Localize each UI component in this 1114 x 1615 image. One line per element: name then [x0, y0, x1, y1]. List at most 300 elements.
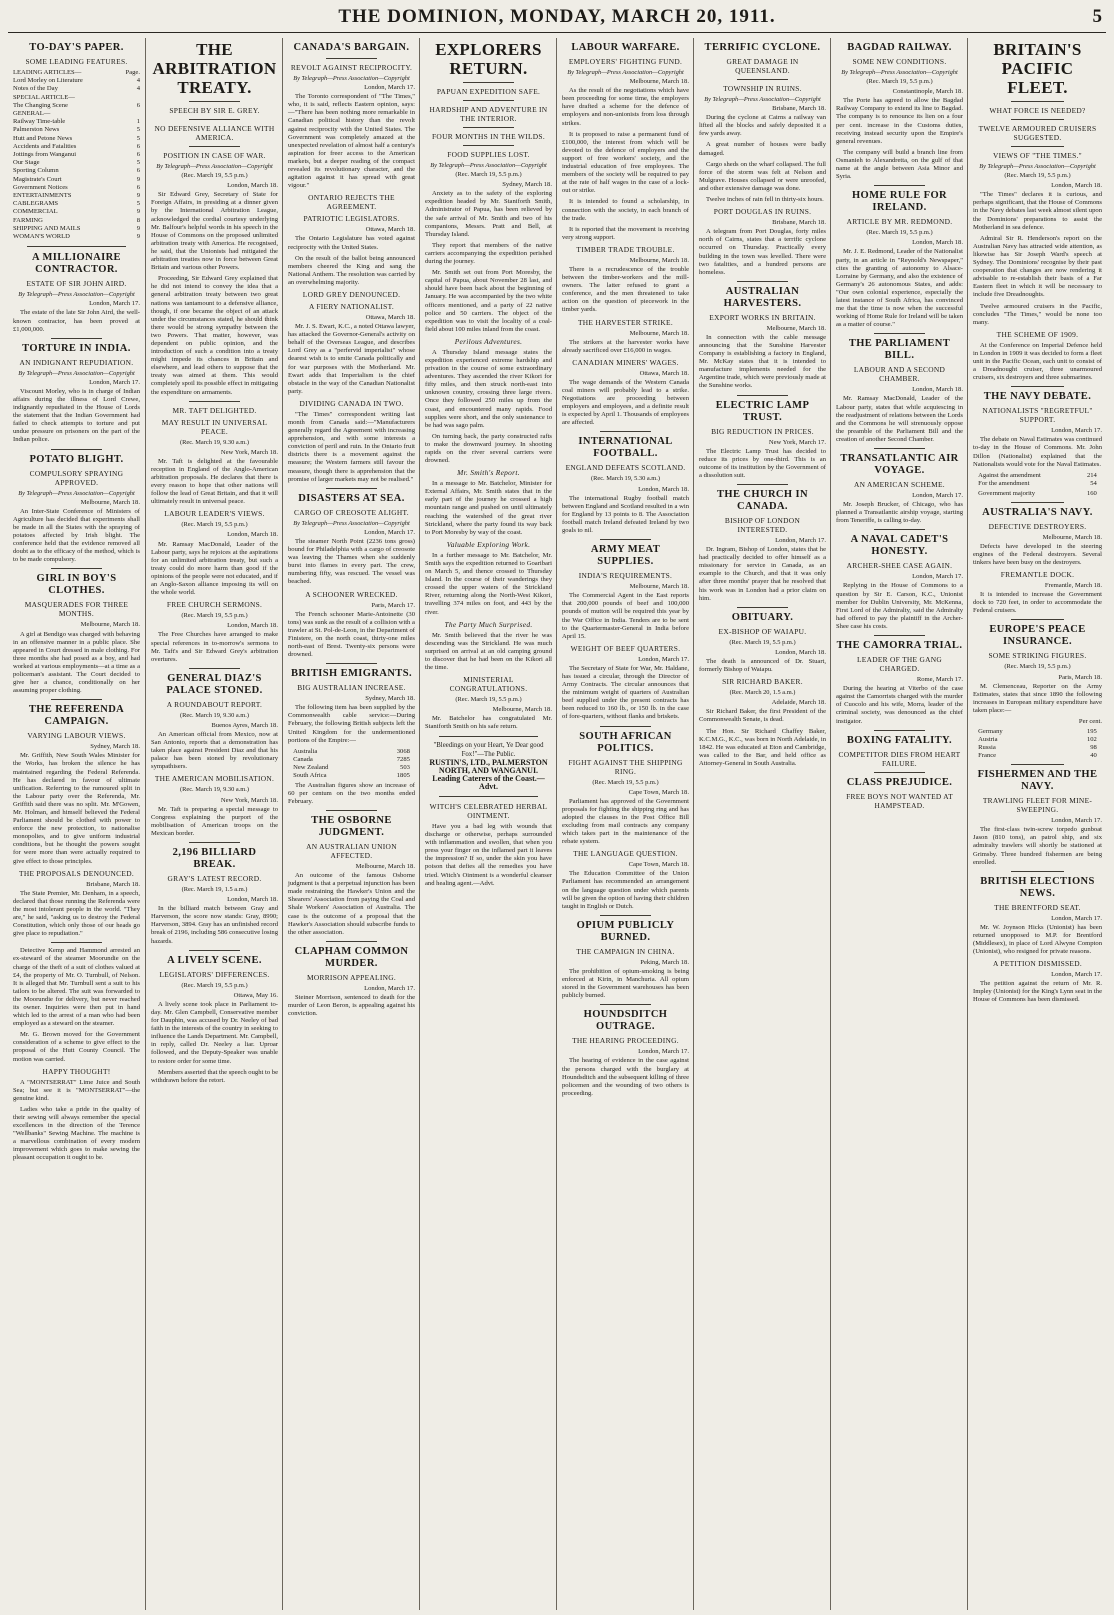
index-row: [13, 225, 140, 233]
byline: By Telegraph—Press Association—Copyright: [18, 291, 135, 299]
dateline: London, March 18.: [912, 239, 963, 247]
headline: TORTURE IN INDIA.: [22, 342, 131, 354]
index-row: [13, 233, 140, 241]
article-text: A lively scene took place in Parliament to-day. Mr. Glen Campbell, Conservative member for Dauphin, was accused by Dr. Neeley of bad faith in the interests of the country in seeking to influence the Lands Department. Mr. Campbell, in reply, called Dr. Neeley a liar. Uproar followed, and the Deputy-Speaker was unable to restore order for some time.: [151, 1000, 278, 1065]
subheadline: COMPULSORY SPRAYING APPROVED.: [29, 468, 124, 487]
dateline: London, March 18.: [638, 485, 689, 493]
headline: A NAVAL CADET'S HONESTY.: [850, 534, 949, 558]
index-row: [13, 118, 140, 126]
dateline: London, March 17.: [89, 378, 140, 386]
received-time: (Rec. March 19, 5.5 p.m.): [866, 78, 933, 86]
dateline: Paris, March 17.: [371, 601, 415, 609]
table-cell-label: Russia: [978, 744, 996, 752]
subheadline: LORD GREY DENOUNCED.: [302, 289, 401, 299]
advertisement: [425, 742, 552, 791]
subheadline: A PETITION DISMISSED.: [992, 959, 1083, 969]
table-cell-value: 40: [1090, 752, 1097, 760]
headline: TRANSATLANTIC AIR VOYAGE.: [840, 453, 959, 476]
dateline: London, March 18.: [227, 531, 278, 539]
subheadline: TRAWLING FLEET FOR MINE-SWEEPING.: [982, 796, 1093, 815]
article-text: Mr. Smith set out from Port Moresby, the capital of Papua, about November 28 last, and should have been back about the beginning of January. He was accompanied by the two white officers mentioned, and a party of 22 native police and 50 carriers. The object of the expedition was to visit the locality of a coal-field about 100 miles inland from the coast.: [425, 269, 552, 333]
dateline: Sydney, March 18.: [502, 181, 552, 189]
article-text: Detective Kemp and Hammond arrested an ex-steward of the steamer Moorundie on the charge of the theft of a suit of clothes valued at £4, the property of Mr. O. Turnbull, of Nelson. It is alleged that Mr. Turnbull sent a suit to his tailors to be altered. The suit was forwarded to the Moorundie for delivery, but never reached its owner. Inquiries were then put in hand which led to the arrest of a man who had been employed as a steward on the steamer.: [13, 947, 140, 1028]
subheadline: HARDSHIP AND ADVENTURE IN THE INTERIOR.: [429, 105, 548, 123]
subheadline: FREE BOYS NOT WANTED AT HAMPSTEAD.: [846, 791, 953, 810]
headline: THE CAMORRA TRIAL.: [836, 640, 963, 652]
article-text: The Commercial Agent in the East reports that 200,000 pounds of beef and 100,000 pounds of mutton will be required this year by the War Office in India. Tenders are to be sent to the Quartermaster-General in India before April 15.: [562, 592, 689, 640]
article-text: Mr. J. E. Redmond, Leader of the Nationalist party, in an article in "Reynold's Newspaper," cites the granting of autonomy to Alsace-Lorraine by Germany, and also the existence of Germany's 26 autonomous States, and adds: "Our own colonial experience, especially the latest instance of South Africa, has convinced me that the time is now when the successful working of Home Rule for Ireland will be taken as a matter of course.": [836, 248, 963, 329]
article-text: The international Rugby football match between England and Scotland resulted in a win for England by 13 points to 8. The Association football match Ireland defeated Ireland by two goals to nil.: [562, 494, 689, 535]
article-text: Steiner Morrison, sentenced to death for the murder of Leon Beron, is appealing against his conviction.: [288, 993, 415, 1018]
table-cell-value: 4: [136, 77, 140, 85]
index-row: [13, 102, 140, 110]
dateline: Melbourne, March 18.: [1042, 533, 1102, 541]
dateline: London, March 17.: [775, 537, 826, 544]
subheadline: PATRIOTIC LEGISLATORS.: [303, 214, 400, 224]
index-row: [13, 94, 140, 102]
article-text: At the Conference on Imperial Defence held in London in 1909 it was decided to form a fleet unit in the Pacific Ocean, each unit to consist of a Dreadnought cruiser, three unarmoured cruisers, six destroyers and three submarines.: [973, 341, 1102, 382]
article-text: The Electric Lamp Trust has decided to reduce its prices by one-third. This is an outcome of its institution by the Government of a dissolution suit.: [699, 447, 826, 479]
index-table: [13, 69, 140, 241]
article-text: Cargo sheds on the wharf collapsed. The full force of the storm was felt at Nelson and Mulgrave. Houses collapsed or were unroofed, and other extensive damage was done.: [699, 160, 826, 192]
dateline: Melbourne, March 18.: [355, 863, 415, 870]
table-cell-label: Government Notices: [13, 183, 68, 191]
article-text: A girl at Bendigo was charged with behaving in an offensive manner in a public place. She appeared in Court dressed in male clothing. For three months she had posed as a boy, and had worked at various employments—at a time as a policeman's assistant. The Court decided to give her a chance, conditionally on her assuming proper clothing.: [13, 630, 140, 695]
headline: DISASTERS AT SEA.: [298, 492, 405, 504]
headline: FISHERMEN AND THE NAVY.: [977, 769, 1098, 793]
subheadline: THE AMERICAN MOBILISATION.: [154, 774, 275, 784]
dateline: London, March 18.: [227, 622, 278, 630]
article-text: The following item has been supplied by the Commonwealth cable service:—During February, the following British subjects left the United Kingdom for the undermentioned portions of the Empire:—: [288, 704, 415, 744]
table-cell-value: 102: [1086, 736, 1097, 744]
received-time: (Rec. March 19, 5.5 p.m.): [455, 171, 522, 179]
article-text: The Hon. Sir Richard Chaffey Baker, K.C.M.G., K.C., was born in North Adelaide, in 1842. He was educated at Eton and Cambridge, was called to the Bar, and held office as Attorney-General in South Australia.: [699, 727, 826, 767]
table-cell-value: 6: [136, 167, 140, 175]
index-row: [13, 135, 140, 143]
headline: HOME RULE FOR IRELAND.: [851, 190, 948, 214]
subheadline: MASQUERADES FOR THREE MONTHS.: [24, 600, 129, 619]
subheadline: LABOUR AND A SECOND CHAMBER.: [853, 365, 946, 384]
subheadline: LEADER OF THE GANG CHARGED.: [856, 655, 943, 674]
article-text: The Australian figures show an increase of 60 per centum on the two months ended February.: [288, 781, 415, 805]
majority-row: [978, 490, 1097, 498]
dateline: Fremantle, March 18.: [1044, 582, 1102, 590]
subheadline: COMPETITOR DIES FROM HEART FAILURE.: [838, 749, 961, 768]
subheadline: THE BRENTFORD SEAT.: [994, 902, 1081, 912]
table-cell-value: 9: [136, 233, 140, 241]
headline: BRITAIN'S PACIFIC FLEET.: [993, 40, 1082, 97]
dateline: Melbourne, March 18.: [80, 621, 140, 629]
dateline: London, March 17.: [912, 573, 963, 581]
table-cell-label: Sporting Column: [13, 167, 59, 175]
table-cell-label: Jottings from Wanganui: [13, 151, 77, 159]
dateline: Melbourne, March 18.: [492, 706, 552, 714]
subheadline: MAY RESULT IN UNIVERSAL PEACE.: [161, 417, 268, 436]
article-text: Defects have developed in the steering engines of the Federal destroyers. Several tinkers have been busy on the destroyers.: [973, 542, 1102, 566]
index-row: [13, 192, 140, 200]
subheadline: POSITION IN CASE OF WAR.: [163, 151, 266, 160]
column-6: [693, 38, 831, 1610]
headline: LABOUR WARFARE.: [571, 42, 680, 53]
article-text: An American official from Mexico, now at San Antonio, reports that a demonstration has taken place against President Diaz and that his palace has been stoned by revolutionary sympathisers.: [151, 730, 278, 771]
article-text: The Education Committee of the Union Parliament has recommended an arrangement on the language question under which parents will be given the option of having their children taught in English or Dutch.: [562, 870, 689, 910]
advertisement-text: RUSTIN'S, LTD., PALMERSTON NORTH, AND WANGANUI. Leading Caterers of the Coast.—Advt.: [429, 757, 548, 791]
article-text: Dr. Ingram, Bishop of London, states that he had practically decided to offer himself as a missionary for service in Canada, as an example to the Church, and that it was only after three months' prayer that he resolved that his work was in London had a prior claim on him.: [699, 546, 826, 602]
table-cell-value: 5: [136, 159, 140, 167]
subheadline: TIMBER TRADE TROUBLE.: [576, 244, 675, 254]
article-text: During the cyclone at Cairns a railway van lifted all the blocks and safely deposited it a few yards away.: [699, 114, 826, 138]
dateline: Rome, March 17.: [916, 676, 963, 684]
subheadline: WEIGHT OF BEEF QUARTERS.: [570, 643, 681, 653]
received-time: (Rec. March 19, 5.30 a.m.): [590, 475, 661, 483]
table-cell-value: 9: [136, 192, 140, 200]
article-text: The hearing of evidence in the case against the persons charged with the burglary at Houndsditch and the subsequent killing of three policemen and the wounding of two others is proceeding.: [562, 1057, 689, 1097]
column-2: [145, 38, 283, 1610]
subheadline: ONTARIO REJECTS THE AGREEMENT.: [308, 193, 395, 212]
table-cell-value: 503: [400, 763, 410, 771]
headline: BOXING FATALITY.: [846, 734, 953, 746]
column-7: [830, 38, 968, 1610]
table-cell-label: Lord Morley on Literature: [13, 77, 83, 85]
dateline: London, March 17.: [89, 300, 140, 308]
received-time: (Rec. March 19, 9.30 a.m.): [179, 438, 250, 446]
headline: THE NAVY DEBATE.: [983, 391, 1092, 403]
table-cell-value: 6: [136, 142, 140, 150]
article-text: They report that members of the native carriers accompanying the expedition perished during the journey.: [425, 241, 552, 266]
subheadline: GRAY'S LATEST RECORD.: [167, 874, 262, 883]
headline: SOUTH AFRICAN POLITICS.: [579, 730, 672, 754]
subheadline: A ROUNDABOUT REPORT.: [166, 699, 263, 709]
columns: [8, 38, 1106, 1610]
dateline: Cape Town, March 18.: [628, 788, 689, 796]
dateline: Melbourne, March 18.: [80, 498, 140, 506]
dateline: Melbourne, March 18.: [629, 256, 689, 264]
dateline: Melbourne, March 18.: [629, 78, 689, 86]
table-cell-label: Notes of the Day: [13, 85, 58, 93]
dateline: London, March 17.: [1051, 971, 1102, 979]
dateline: Sydney, March 18.: [365, 695, 415, 703]
table-cell-label: COMMERCIAL: [13, 208, 58, 216]
subheadline: HAPPY THOUGHT!: [42, 1066, 111, 1076]
subheadline: DEFECTIVE DESTROYERS.: [988, 521, 1087, 531]
subheadline: REVOLT AGAINST RECIPROCITY.: [290, 63, 413, 72]
table-cell-value: 214: [1086, 471, 1097, 479]
advertisement-heading: WITCH'S CELEBRATED HERBAL OINTMENT.: [429, 802, 548, 820]
subheadline: EXPORT WORKS IN BRITAIN.: [709, 312, 816, 322]
article-text: The death is announced of Dr. Stuart, formerly Bishop of Waiapu.: [699, 657, 826, 674]
article-text: It is reported that the movement is receiving very strong support.: [562, 225, 689, 241]
majority-label: Government majority: [978, 489, 1036, 497]
article-text: "The Times" declares it is curious, and perhaps significant, that the House of Commons in the Navy debates last week almost silent upon the Dominions' preparations to assist the Motherland in sea defence.: [973, 191, 1102, 231]
table-cell-value: 4: [136, 85, 140, 93]
headline: BRITISH EMIGRANTS.: [291, 668, 412, 680]
column-8: [967, 38, 1107, 1610]
dateline: New York, March 18.: [220, 796, 278, 804]
headline: ARMY MEAT SUPPLIES.: [590, 544, 661, 568]
article-text: As the result of the negotiations which have been proceeding for some time, the employers have drafted a scheme for the defence of employers and non-unionists from loss through strikes.: [562, 87, 689, 127]
dateline: London, March 17.: [638, 1048, 689, 1056]
dateline: Brisbane, March 18.: [86, 880, 140, 888]
table-cell-value: 8: [136, 216, 140, 224]
subheadline: Valuable Exploring Work.: [446, 539, 531, 549]
subheadline: TWELVE ARMOURED CRUISERS SUGGESTED.: [978, 124, 1097, 142]
index-row: [13, 110, 140, 118]
byline: By Telegraph—Press Association—Copyright: [156, 163, 273, 170]
article-text: Sir Richard Baker, the first President of the Commonwealth Senate, is dead.: [699, 708, 826, 724]
dateline: London, March 17.: [1051, 817, 1102, 825]
table-cell-label: France: [978, 752, 997, 760]
headline: AUSTRALIA'S NAVY.: [982, 506, 1093, 518]
vote-table: [978, 472, 1097, 488]
dateline: New York, March 17.: [768, 438, 826, 446]
table-row: [978, 752, 1097, 760]
headline: THE PARLIAMENT BILL.: [848, 338, 951, 362]
article-text: A Thursday Island message states the expedition experienced extreme hardship and privation in the course of some extraordinary adventures. They ascended the river Kikori for fifty miles, and then struck north-east into unknown country, crossing three large rivers. Once they followed 250 miles up from the coast, and encountered many rapids. Food supplies were short, and the only sustenance to be had was sago palm.: [425, 348, 552, 429]
subheadline: EX-BISHOP OF WAIAPU.: [718, 626, 807, 636]
subheadline: EMPLOYERS' FIGHTING FUND.: [568, 57, 683, 66]
article-text: "The Times" correspondent writing last month from Canada said:—"Manufacturers generally regard the Agreement with increasing apprehension, and with some interests a conviction of peril and ruin. In the Ontario fruit districts there is a movement against the measure; the Western farmers still favour the measure, though there is apprehension that the promise of larger markets may not be realised.": [288, 410, 415, 483]
article-text: Mr. J. S. Ewart, K.C., a noted Ottawa lawyer, has attacked the Governor-General's activity on behalf of the Overseas League, and describes Lord Grey as a "perfervid imperialist" whose dearest wish is to smite Canada politically and for war purposes with the Motherland. Mr. Ewart adds that Imperialism is the chief obstacle in the way of the Canadian Nationalist party.: [288, 323, 415, 395]
received-time: (Rec. March 19, 1.5 a.m.): [181, 886, 248, 893]
headline: CANADA'S BARGAIN.: [293, 42, 410, 53]
subheadline: THE HEARING PROCEEDING.: [572, 1036, 679, 1046]
article-text: On turning back, the party constructed rafts to make the downward journey. In shooting rapids on the river several carriers were drowned.: [425, 432, 552, 465]
subheadline: SPEECH BY SIR E. GREY.: [169, 106, 260, 115]
subheadline: BIG AUSTRALIAN INCREASE.: [297, 683, 406, 693]
index-row: [13, 126, 140, 134]
subheadline: MR. TAFT DELIGHTED.: [172, 405, 257, 415]
article-text: During the hearing at Viterbo of the case against the Camorrists charged with the murder of Cuocolo and his wife, Morra, leader of the criminal society, was denounced as the chief instigator.: [836, 685, 963, 725]
table-cell-label: LEADING ARTICLES—: [13, 69, 82, 76]
dateline: Brisbane, March 18.: [772, 219, 826, 227]
subheadline: MINISTERIAL CONGRATULATIONS.: [449, 675, 528, 694]
table-cell-label: South Africa: [293, 771, 327, 779]
article-text: Sir Edward Grey, Secretary of State for Foreign Affairs, in presiding at a dinner given by the International Arbitration League, acknowledged the cordial courtesy underlying Mr. Balfour's helpful words in his speech in the House of Commons on the proposed unlimited arbitration treaty with America. He recognised, he said, that the Unionists had mitigated the arbitration treaties now in force between Great Britain and various other Powers.: [151, 191, 278, 272]
article-text: The steamer North Point (2236 tons gross) bound for Philadelphia with a cargo of creosote was leaving the Thames when she suddenly burst into flames in every part. The crew, numbering fifty, was rescued. The vessel was beached.: [288, 537, 415, 586]
headline: OBITUARY.: [731, 611, 794, 623]
table-cell-value: 6: [136, 151, 140, 159]
table-cell-value: 5: [136, 134, 140, 142]
table-cell-label: Germany: [978, 728, 1003, 736]
received-time: (Rec. March 19, 5.5 p.m.): [1004, 172, 1071, 180]
subheadline: FIGHT AGAINST THE SHIPPING RING.: [568, 757, 683, 776]
dateline: Ottawa, March 18.: [639, 369, 689, 377]
article-text: There is a recrudescence of the trouble between the timber-workers and the mill-owners. The latter refused to grant a conference, and the men threatened to take action on the question of piecework in the timber yards.: [562, 265, 689, 314]
dateline: Buenos Ayres, March 18.: [211, 721, 278, 729]
subheadline: PAPUAN EXPEDITION SAFE.: [436, 87, 541, 96]
received-time: (Rec. March 19, 5.5 p.m.): [181, 981, 248, 989]
article-text: The company will build a branch line from Osmanieh to Alexandretta, on the gulf of that name at the angle between Asia Minor and Syria.: [836, 148, 963, 181]
article-text: The Secretary of State for War, Mr. Haldane, has issued a circular, through the Director of Army Contracts. The circular announces that the minimum weight of quarters of Australian beef supplied under the present contracts has been reduced to 160 lb., or 150 lb. in the case of fore-quarters, without flanks and briskets.: [562, 664, 689, 721]
article-text: In a further message to Mr. Batchelor, Mr. Smith says the expedition returned to Goaribari on March 5, and thence crossed to Thursday Island. In the course of their wanderings they crossed the upper waters of the Strickland River, returning along the North-West Kikori, travelling 374 miles on foot, and 443 by the river.: [425, 551, 552, 616]
article-text: Mr. Griffith, New South Wales Minister for the Works, has broken the silence he has maintained regarding the Federal Referenda. He has declared in favour of ultimate unification. Referring to the rumoured split in the Labour party over the Referenda, Mr. Griffith said there was no split. Mr. M'Gowen, Mr. Holman, and himself believed the Federal Parliament should be clothed with power to enforce the new protection, to nationalise monopolies, and to give uniform industrial conditions, but he thought the powers sought for were more than were actually required to give effect to those principles.: [13, 752, 140, 865]
article-text: The strikers at the harvester works have already sacrificed over £16,000 in wages.: [562, 338, 689, 354]
headline: EUROPE'S PEACE INSURANCE.: [989, 624, 1086, 648]
headline: THE OSBORNE JUDGMENT.: [311, 815, 392, 838]
table-row: [978, 480, 1097, 488]
dateline: Sydney, March 18.: [90, 743, 140, 751]
article-text: An Inter-State Conference of Ministers of Agriculture has decided that experiments shall be made in all the States with the spraying of potatoes affected by Irish blight. The conference held that the evidence removed all doubt as to the efficacy of the method, which is to be made compulsory.: [13, 507, 140, 564]
subheadline: ARCHER-SHEE CASE AGAIN.: [846, 561, 953, 571]
index-row: [13, 184, 140, 192]
article-text: The estate of the late Sir John Aird, the well-known contractor, has been proved at £1,000,000.: [13, 309, 140, 333]
article-text: Twelve armoured cruisers in the Pacific, concludes "The Times," would be none too many.: [973, 302, 1102, 326]
dateline: Brisbane, March 18.: [772, 105, 826, 113]
article-text: The Ontario Legislature has voted against reciprocity with the United States.: [288, 235, 415, 251]
index-row: [13, 85, 140, 93]
headline: A MILLIONAIRE CONTRACTOR.: [32, 252, 121, 276]
headline: 2,196 BILLIARD BREAK.: [172, 847, 257, 870]
table-cell-label: ENTERTAINMENTS: [13, 192, 72, 200]
subheadline: GREAT DAMAGE IN QUEENSLAND.: [726, 57, 799, 75]
headline: BRITISH ELECTIONS NEWS.: [980, 875, 1095, 899]
article-text: The State Premier, Mr. Denham, in a speech, declared that those running the Referenda were the most intolerant people in the world. "They are," he said, "asking us to destroy the Federal Constitution, which only those of our heads go give place to repudiation.": [13, 889, 140, 938]
subheadline: FOOD SUPPLIES LOST.: [447, 150, 530, 159]
dateline: Adelaide, March 18.: [771, 699, 826, 707]
byline: By Telegraph—Press Association—Copyright: [704, 96, 821, 103]
index-row: [13, 159, 140, 167]
dateline: London, March 17.: [364, 528, 415, 536]
index-subtitle: SOME LEADING FEATURES.: [25, 57, 128, 66]
table-cell-value: 7285: [396, 755, 410, 763]
table-row: [978, 728, 1097, 736]
subheadline: AN INDIGNANT REPUDIATION.: [19, 357, 134, 367]
article-text: The French schooner Marie-Antoinette (30 tons) was sunk as the result of a collision with a trawler at St. Pol-de-Leon, in the Department of Finistere, on the north coast, thirty-one miles north-east of Brest. Twenty-six persons were drowned.: [288, 610, 415, 659]
received-time: (Rec. March 19, 9.30 a.m.): [179, 711, 250, 719]
article-text: The petition against the return of Mr. R. Impley (Unionist) for the King's Lynn seat in the House of Commons has been dismissed.: [973, 980, 1102, 1004]
dateline: Melbourne, March 18.: [766, 324, 826, 332]
table-cell-value: 1: [136, 118, 140, 126]
table-cell-value: 9: [136, 208, 140, 216]
dateline: London, March 17.: [912, 492, 963, 499]
headline: ELECTRIC LAMP TRUST.: [715, 399, 810, 423]
headline: POTATO BLIGHT.: [29, 453, 124, 465]
table-cell-label: Railway Time-table: [13, 118, 66, 126]
article-text: In connection with the cable message announcing that the Sunshine Harvester Company is establishing a factory in England, Mr. McKay states that it is intended to manufacture implements needed for the Argentine trade, which were previously made at the Sunshine works.: [699, 333, 826, 390]
headline: THE ARBITRATION TREATY.: [152, 40, 277, 97]
received-time: (Rec. March 19, 5.5 p.m.): [181, 612, 248, 620]
dateline: New York, March 18.: [220, 448, 278, 456]
dateline: London, March 18.: [227, 896, 278, 904]
masthead: [8, 4, 1106, 33]
subheadline: The Party Much Surprised.: [444, 619, 533, 629]
subheadline: NO DEFENSIVE ALLIANCE WITH AMERICA.: [154, 124, 275, 142]
headline: CLAPHAM COMMON MURDER.: [294, 945, 409, 969]
article-text: Mr. Ramsay MacDonald, Leader of the Labour party, says he rejoices at the aspirations for an unlimited arbitration treaty, but such a treaty could do more harm than good if the opinions of the people were not educated, and if an Anglo-Saxon alliance imposing its will on the whole world.: [151, 540, 278, 597]
table-cell-label: For the amendment: [978, 479, 1030, 487]
table-cell-label: SPECIAL ARTICLE—: [13, 93, 75, 101]
dateline: Paris, March 18.: [1058, 673, 1102, 681]
subheadline: FOUR MONTHS IN THE WILDS.: [432, 132, 545, 141]
received-time: (Rec. March 19, 9.30 a.m.): [179, 786, 250, 794]
byline: By Telegraph—Press Association—Copyright: [430, 162, 547, 169]
byline: By Telegraph—Press Association—Copyright: [293, 519, 410, 527]
subheadline: ARTICLE BY MR. REDMOND.: [846, 217, 953, 227]
subheadline: SOME NEW CONDITIONS.: [852, 57, 947, 66]
article-text: The Toronto correspondent of "The Times," who, it is said, reflects Eastern opinion, says:—"There has been nothing more remarkable in Canadian political history than the revolt against reciprocity with the United States. The Government was completely amazed at the unexpected revelation of almost half a century's aspiration for freer access to the American markets, but a deeper reading of the compact revealed its revolutionary character, and the agitation against it has spread with great vigour.": [288, 93, 415, 190]
index-row: [13, 208, 140, 216]
column-3: [282, 38, 420, 1610]
index-row: [13, 167, 140, 175]
table-row: [293, 764, 410, 772]
subheadline: VARYING LABOUR VIEWS.: [27, 731, 126, 741]
dateline: London, March 18.: [227, 182, 278, 190]
article-text: Mr. G. Brown moved for the Government consideration of a scheme to give effect to the proposal of the Hutt County Council. The motion was carried.: [13, 1031, 140, 1063]
table-cell-label: The Changing Scene: [13, 101, 68, 109]
article-text: Mr. Smith believed that the river he was descending was the Strickland. He was much surprised on arrival at an old camping ground to discover that he had been on the Kikori all the time.: [425, 631, 552, 671]
table-cell-value: 9: [136, 175, 140, 183]
table-cell-label: Magistrate's Court: [13, 175, 62, 183]
received-time: (Rec. March 19, 5.5 p.m.): [455, 696, 522, 704]
headline: THE CHURCH IN CANADA.: [717, 489, 808, 512]
table-row: [293, 748, 410, 756]
subheadline: THE CAMPAIGN IN CHINA.: [576, 946, 675, 956]
subheadline: THE SCHEME OF 1909.: [996, 329, 1079, 339]
subheadline: TOWNSHIP IN RUINS.: [723, 84, 802, 93]
article-text: Mr. Taft is preparing a special message to Congress explaining the purport of the mobilisation of American troops on the Mexican border.: [151, 805, 278, 837]
advertisement-text: A "MONTSERRAT" Lime Juice and South Sea; but see it is "MONTSERRAT"—the genuine kind.: [13, 1078, 140, 1102]
table-cell-label: Australia: [293, 747, 318, 755]
subheadline: NATIONALISTS "REGRETFUL" SUPPORT.: [982, 406, 1093, 425]
headline: CLASS PREJUDICE.: [846, 776, 953, 788]
column-1: [8, 38, 145, 1610]
index-title: TO-DAY'S PAPER.: [29, 42, 124, 53]
table-row: [978, 744, 1097, 752]
byline: By Telegraph—Press Association—Copyright: [979, 163, 1096, 170]
received-time: (Rec. March 19, 5.5 p.m.): [729, 638, 796, 646]
article-text: The wage demands of the Western Canada coal miners will probably lead to a strike. Negotiations are proceeding between employers and employees, and a definite result is expected by April 1. Thousands of employees are affected.: [562, 378, 689, 427]
table-cell-value: 1805: [396, 771, 410, 779]
article-text: An outcome of the famous Osborne judgment is that a perpetual injunction has been made restraining the Hawker's Union and the Shearers' Association from paying the Coal and Shale Workers' Association of Australia. The case is the outcome of a proposal that the Hawker's Association should subscribe funds to the other association.: [288, 872, 415, 936]
article-text: Mr. Ramsay MacDonald, Leader of the Labour party, states that while acquiescing in the readjustment of relations between the Lords and the Commons he will strenuously oppose the preamble of the Parliament Bill and the creation of another Second Chamber.: [836, 395, 963, 443]
subheadline: SOME STRIKING FIGURES.: [988, 651, 1087, 661]
article-text: It is intended to found a scholarship, in connection with the society, in each branch of the trade.: [562, 198, 689, 222]
article-text: Ladies who take a pride in the quality of their sewing will always remember the special excellences in the direction of the Terence "Wellbanks" Sewing Machine. The machine is a marvellous combination of every modern improvement which goes to make sewing the pleasant occupation it ought to be.: [13, 1105, 140, 1162]
dateline: London, March 17.: [1051, 914, 1102, 922]
article-text: A telegram from Port Douglas, forty miles north of Cairns, states that a terrific cyclone occurred on Thursday. Practically every building in the town was levelled. There were two fatalities, and a hundred persons are homeless.: [699, 228, 826, 276]
article-text: Proceeding, Sir Edward Grey explained that he did not intend to convey the idea that a general arbitration treaty between two great nations was tantamount to a defensive alliance, though, if one became the object of an attack under the circumstances stated, he should think there would be strong sympathy between the two Powers. That matter, however, was dependent on public opinion, and the introduction of such a condition into a treaty might impede its chances in Britain and elsewhere, and lead others to suppose that the treaty was aimed at them. This would completely spoil its possible effect in mitigating the expenditure on armaments.: [151, 275, 278, 396]
article-text: Mr. W. Joynson Hicks (Unionist) has been returned unopposed to M.P. for Brentford (Middlesex), in place of Lord Alwyne Compton (Unionist), who resigned for private reasons.: [973, 923, 1102, 956]
article-text: Viscount Morley, who is in charge of Indian affairs during the illness of Lord Crewe, indignantly repudiated in the House of Lords the statement that the Indian Government had failed to check attempts to torture and put undue pressure on prisoners on the part of the Indian police.: [13, 387, 140, 444]
subheadline: PORT DOUGLAS IN RUINS.: [713, 207, 812, 217]
article-text: On the result of the ballot being announced members cheered the King and sang the National Anthem. The resolution was carried by an overwhelming majority.: [288, 254, 415, 286]
dateline: London, March 18.: [1051, 182, 1102, 190]
table-cell-label: CABLEGRAMS: [13, 200, 59, 208]
subheadline: ENGLAND DEFEATS SCOTLAND.: [565, 463, 686, 473]
article-text: The first-class twin-screw torpedo gunboat Jason (810 tons), an patrol ship, and six admiralty trawlers will shortly be stationed at Grimsby. Three hundred fishermen are being enrolled.: [973, 826, 1102, 866]
article-text: The Porte has agreed to allow the Bagdad Railway Company to extend its line to Bagdad. The company is to renounce its lien on a four per cent. increase in the Customs duties, receiving instead security upon the Empire's general revenues.: [836, 97, 963, 145]
received-time: (Rec. March 19, 5.5 p.m.): [181, 521, 248, 529]
newspaper-title: THE DOMINION, MONDAY, MARCH 20, 1911.: [338, 6, 776, 27]
table-row: [293, 756, 410, 764]
page-number: 5: [1092, 6, 1102, 27]
dateline: Constantinople, March 18.: [892, 88, 963, 96]
article-text: Twelve inches of rain fell in thirty-six hours.: [706, 196, 824, 204]
subheadline: LEGISLATORS' DIFFERENCES.: [159, 969, 270, 979]
table-heading: Per cent.: [1078, 718, 1102, 726]
column-5: [556, 38, 694, 1610]
table-cell-value: 54: [1090, 479, 1097, 487]
table-cell-label: Palmerston News: [13, 126, 60, 134]
article-text: The prohibition of opium-smoking is being enforced at Kirin, in Manchuria. All opium stored in the Government warehouses has been publicly burned.: [562, 967, 689, 1000]
subheadline: SIR RICHARD BAKER.: [722, 677, 803, 687]
table-cell-label: GENERAL—: [13, 110, 51, 118]
dateline: Ottawa, March 18.: [365, 226, 415, 234]
table-cell-label: Accidents and Fatalities: [13, 142, 77, 150]
subheadline: THE HARVESTER STRIKE.: [577, 317, 673, 327]
majority-value: 160: [1086, 489, 1097, 497]
table-cell-value: 6: [136, 101, 140, 109]
